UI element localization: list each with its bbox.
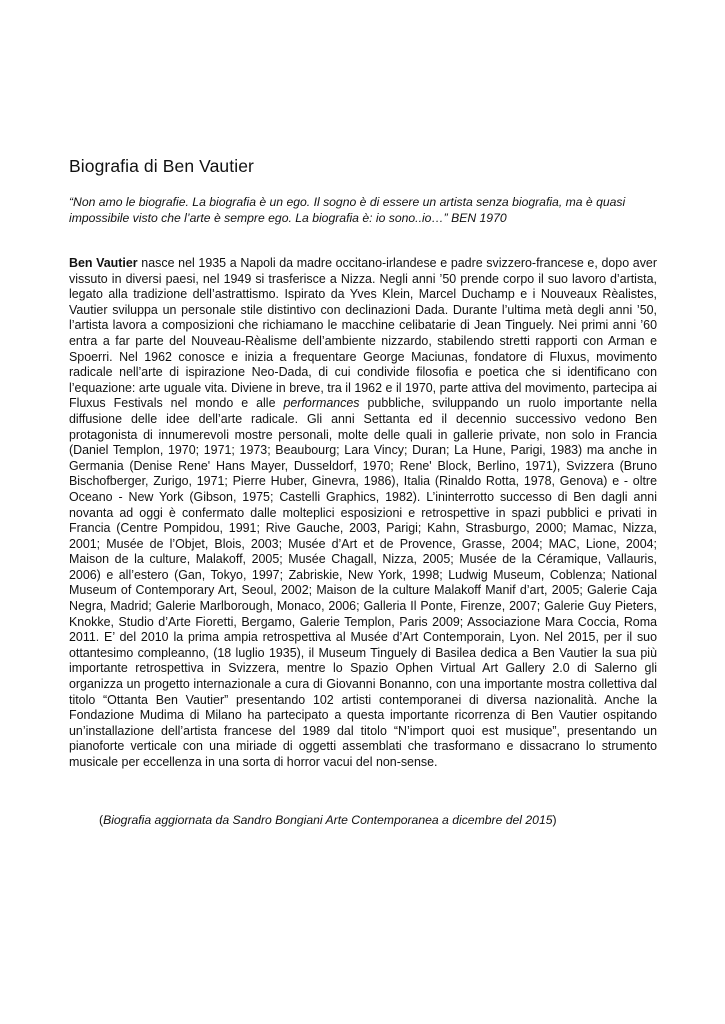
biography-text-part-1: nasce nel 1935 a Napoli da madre occitano-irlandese e padre svizzero-francese e, dopo aver vissuto in diversi paesi, nel 1949 si trasferisce a Nizza. Negli anni ’50 prende corpo il suo lavoro d’artista, legato alla tradizione dell’astrattismo. Ispirato da Yves Klein, Marcel Duchamp e i Nouveaux Rèalistes, Vautier sviluppa un personale stile distintivo con declinazioni Dada. Durante l’ultima metà degli anni ’50, l’artista lavora a composizioni che richiamano le macchine celibatarie di Jean Tinguely. Nei primi anni ’60 entra a far parte del Nouveau-Rèalisme dell’ambiente nizzardo, stabilendo stretti rapporti con Arman e Spoerri. Nel 1962 conosce e inizia a frequentare George Maciunas, fondatore di Fluxus, movimento radicale nell’arte di ispirazione Neo-Dada, di cui condivide filosofia e poetica che si identificano con l’equazione: arte uguale vita. Diviene in breve, tra il 1962 e il 1970, parte attiva del movimento, partecipa ai Fluxus Festivals nel mondo e alle xyxy=(69,256,657,411)
document-title: Biografia di Ben Vautier xyxy=(69,156,254,176)
opening-quote: “Non amo le biografie. La biografia è un ego. Il sogno è di essere un artista senza biografia, ma è quasi impossibile visto che l’arte è sempre ego. La biografia è: io sono..io…” BEN 1970 xyxy=(69,195,626,225)
biography-text-part-2: pubbliche, sviluppando un ruolo importante nella diffusione delle idee dell’arte radicale. Gli anni Settanta ed il decennio successivo vedono Ben protagonista di innumerevoli mostre personali, molte delle quali in gallerie private, non solo in Francia (Daniel Templon, 1970; 1971; 1973; Beaubourg; Lara Vincy; Duran; La Hune, Parigi, 1983) ma anche in Germania (Denise Rene' Hans Mayer, Dusseldorf, 1970; Rene' Block, Berlino, 1971), Svizzera (Bruno Bischofberger, Zurigo, 1971; Pierre Huber, Ginevra, 1986), Italia (Rinaldo Rotta, 1978, Genova) e - oltre Oceano - New York (Gibson, 1975; Castelli Graphics, 1982). L’ininterrotto successo di Ben dagli anni novanta ad oggi è confermato dalle molteplici esposizioni e retrospettive in spazi pubblici e privati in Francia (Centre Pompidou, 1991; Rive Gauche, 2003, Parigi; Kahn, Strasburgo, 2000; Mamac, Nizza, 2001; Musée de l’Objet, Blois, 2003; Musée d’Art et de Provence, Grasse, 2004; MAC, Lione, 2004; Maison de la culture, Malakoff, 2005; Musée Chagall, Nizza, 2005; Musée de la Céramique, Vallauris, 2006) e all’estero (Gan, Tokyo, 1997; Zabriskie, New York, 1998; Ludwig Museum, Coblenza; National Museum of Contemporary Art, Seoul, 2002; Maison de la culture Malakoff Manif d’art, 2005; Galerie Caja Negra, Madrid; Galerie Marlborough, Monaco, 2006; Galleria Il Ponte, Firenze, 2007; Galerie Guy Pieters, Knokke, Studio d’Arte Fioretti, Bergamo, Galerie Templon, Paris 2009; Associazione Mara Coccia, Roma 2011. E’ del 2010 la prima ampia retrospettiva al Musée d’Art Contemporain, Lyon. Nel 2015, per il suo ottantesimo compleanno, (18 luglio 1935), il Museum Tinguely di Basilea dedica a Ben Vautier la sua più importante retrospettiva in Svizzera, mentre lo Spazio Ophen Virtual Art Gallery 2.0 di Salerno gli organizza un progetto internazionale a cura di Giovanni Bonanno, con una importante mostra collettiva dal titolo “Ottanta Ben Vautier” presentando 102 artisti contemporanei di diversa nazionalità. Anche la Fondazione Mudima di Milano ha partecipato a questa importante ricorrenza di Ben Vautier ospitando un’installazione dell’artista francese del 1989 dal titolo “N’import quoi est musique”, presentando un pianoforte verticale con una miriade di oggetti assemblati che trasformano e dissacrano lo strumento musicale per eccellenza in una sorta di horror vacui del non-sense. xyxy=(69,396,657,769)
credit-open-paren: ( xyxy=(99,813,104,827)
credit-text: Biografia aggiornata da Sandro Bongiani Arte Contemporanea a dicembre del 2015 xyxy=(103,813,553,827)
performances-term: performances xyxy=(283,396,360,411)
source-credit xyxy=(99,813,659,829)
biography-paragraph xyxy=(69,256,657,771)
artist-name: Ben Vautier xyxy=(69,256,138,270)
credit-close-paren: ) xyxy=(552,813,557,827)
